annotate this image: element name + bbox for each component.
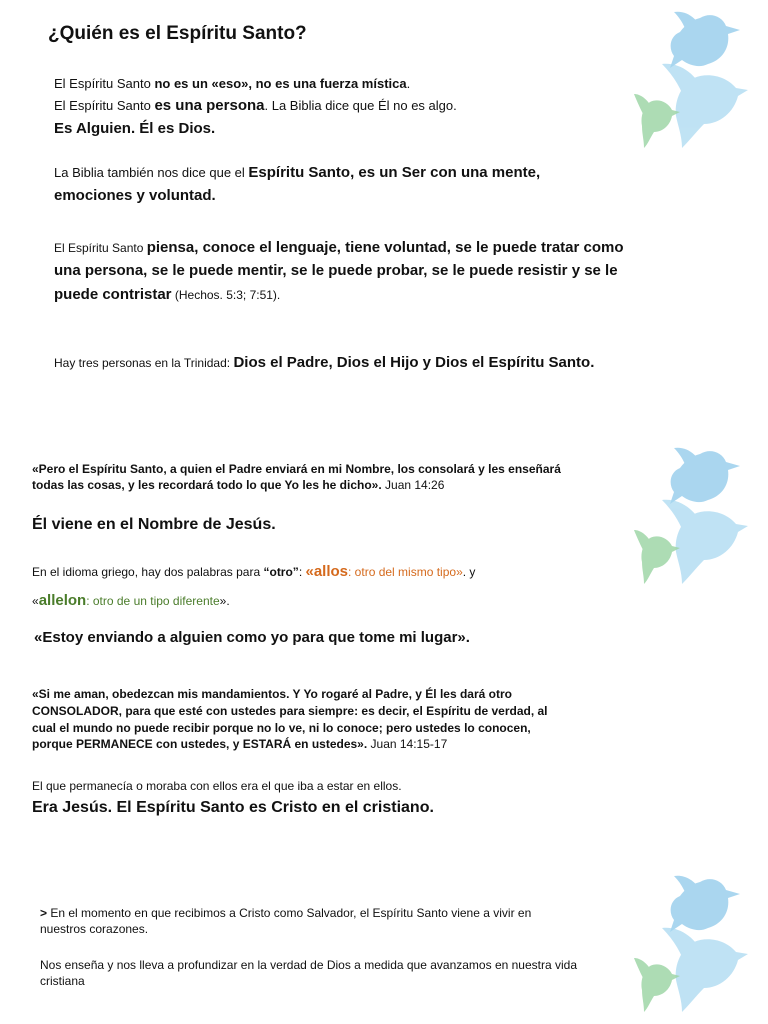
- reference: Juan 14:15-17: [367, 737, 448, 752]
- dove-icon: [630, 8, 754, 156]
- text: Hay tres personas en la Trinidad:: [54, 356, 234, 370]
- paragraph-salvation: [40, 906, 580, 937]
- text-bold: “otro”: [263, 565, 299, 579]
- text: . La Biblia dice que Él no es algo.: [264, 98, 457, 113]
- reference: Juan 14:26: [381, 477, 445, 492]
- paragraph-teaching: Nos enseña y nos lleva a profundizar en la verdad de Dios a medida que avanzamos en nuestra vida cristiana: [40, 958, 577, 988]
- text: El Espíritu Santo: [54, 241, 147, 255]
- word-allelon: allelon: [38, 591, 87, 609]
- text-bold: Dios el Padre, Dios el Hijo y Dios el Espíritu Santo.: [233, 354, 595, 371]
- text: El Espíritu Santo: [54, 98, 155, 113]
- text: . y: [462, 565, 476, 579]
- paragraph-greek: [32, 558, 592, 615]
- page-title: ¿Quién es el Espíritu Santo?: [48, 23, 307, 44]
- quote-john-14-26: [32, 462, 592, 493]
- close-quote: ».: [219, 593, 230, 608]
- text: .: [406, 76, 411, 91]
- open-quote: «: [305, 563, 314, 580]
- open-quote: «: [32, 593, 39, 608]
- arrow-marker: >: [40, 906, 48, 920]
- allos-definition: : otro del mismo tipo: [348, 565, 457, 579]
- word-allos: allos: [313, 563, 349, 580]
- paragraph-is-god: Es Alguien. Él es Dios.: [54, 120, 216, 137]
- dove-icon: [630, 872, 754, 1020]
- statement: «Estoy enviando a alguien como yo para que tome mi lugar».: [34, 629, 470, 646]
- close-quote: »: [456, 565, 463, 579]
- paragraph-is-a-person: [54, 96, 594, 116]
- allelon-definition: : otro de un tipo diferente: [86, 593, 220, 608]
- text-bold: es una persona: [154, 97, 265, 114]
- quote-text: «Si me aman, obedezcan mis mandamientos. Y Yo rogaré al Padre, y Él les dará otro CONSOLADOR, para que esté con ustedes para siempre: es decir, el Espíritu de verdad, al cual el mundo no puede recibir porque no lo ve, ni lo conoce; pero ustedes lo conocen, porque PERMANECE con ustedes, y ESTARÁ en ustedes».: [32, 687, 548, 752]
- text: En el idioma griego, hay dos palabras para: [32, 565, 264, 579]
- paragraph-attributes: [54, 236, 624, 306]
- text-bold: no es un «eso», no es una fuerza mística: [154, 76, 407, 91]
- paragraph-not-a-thing: [54, 76, 574, 93]
- paragraph-christ-in-christian: Era Jesús. El Espíritu Santo es Cristo en el cristiano.: [32, 799, 434, 816]
- paragraph-abiding: El que permanecía o moraba con ellos era el que iba a estar en ellos.: [32, 779, 402, 793]
- text: El Espíritu Santo: [54, 76, 155, 91]
- quote-text: «Pero el Espíritu Santo, a quien el Padre enviará en mi Nombre, los consolará y les enseñará todas las cosas, y les recordará todo lo que Yo les he dicho».: [32, 462, 561, 492]
- section-heading: Él viene en el Nombre de Jesús.: [32, 516, 276, 533]
- text: :: [298, 565, 306, 579]
- paragraph-trinity: [54, 353, 704, 373]
- text-bold: piensa, conoce el lenguaje, tiene voluntad, se le puede tratar como una persona, se le puede mentir, se le puede probar, se le puede resistir y se le puede contristar: [54, 239, 624, 303]
- dove-icon: [630, 444, 754, 592]
- text: La Biblia también nos dice que el: [54, 165, 249, 180]
- text: (Hechos. 5:3; 7:51).: [171, 287, 281, 302]
- text-bold: Espíritu Santo, es un Ser con una mente, emociones y voluntad.: [54, 164, 541, 205]
- paragraph-being: [54, 161, 544, 208]
- text: En el momento en que recibimos a Cristo como Salvador, el Espíritu Santo viene a vivir en nuestros corazones.: [40, 906, 532, 936]
- quote-john-14-15-17: [32, 686, 557, 753]
